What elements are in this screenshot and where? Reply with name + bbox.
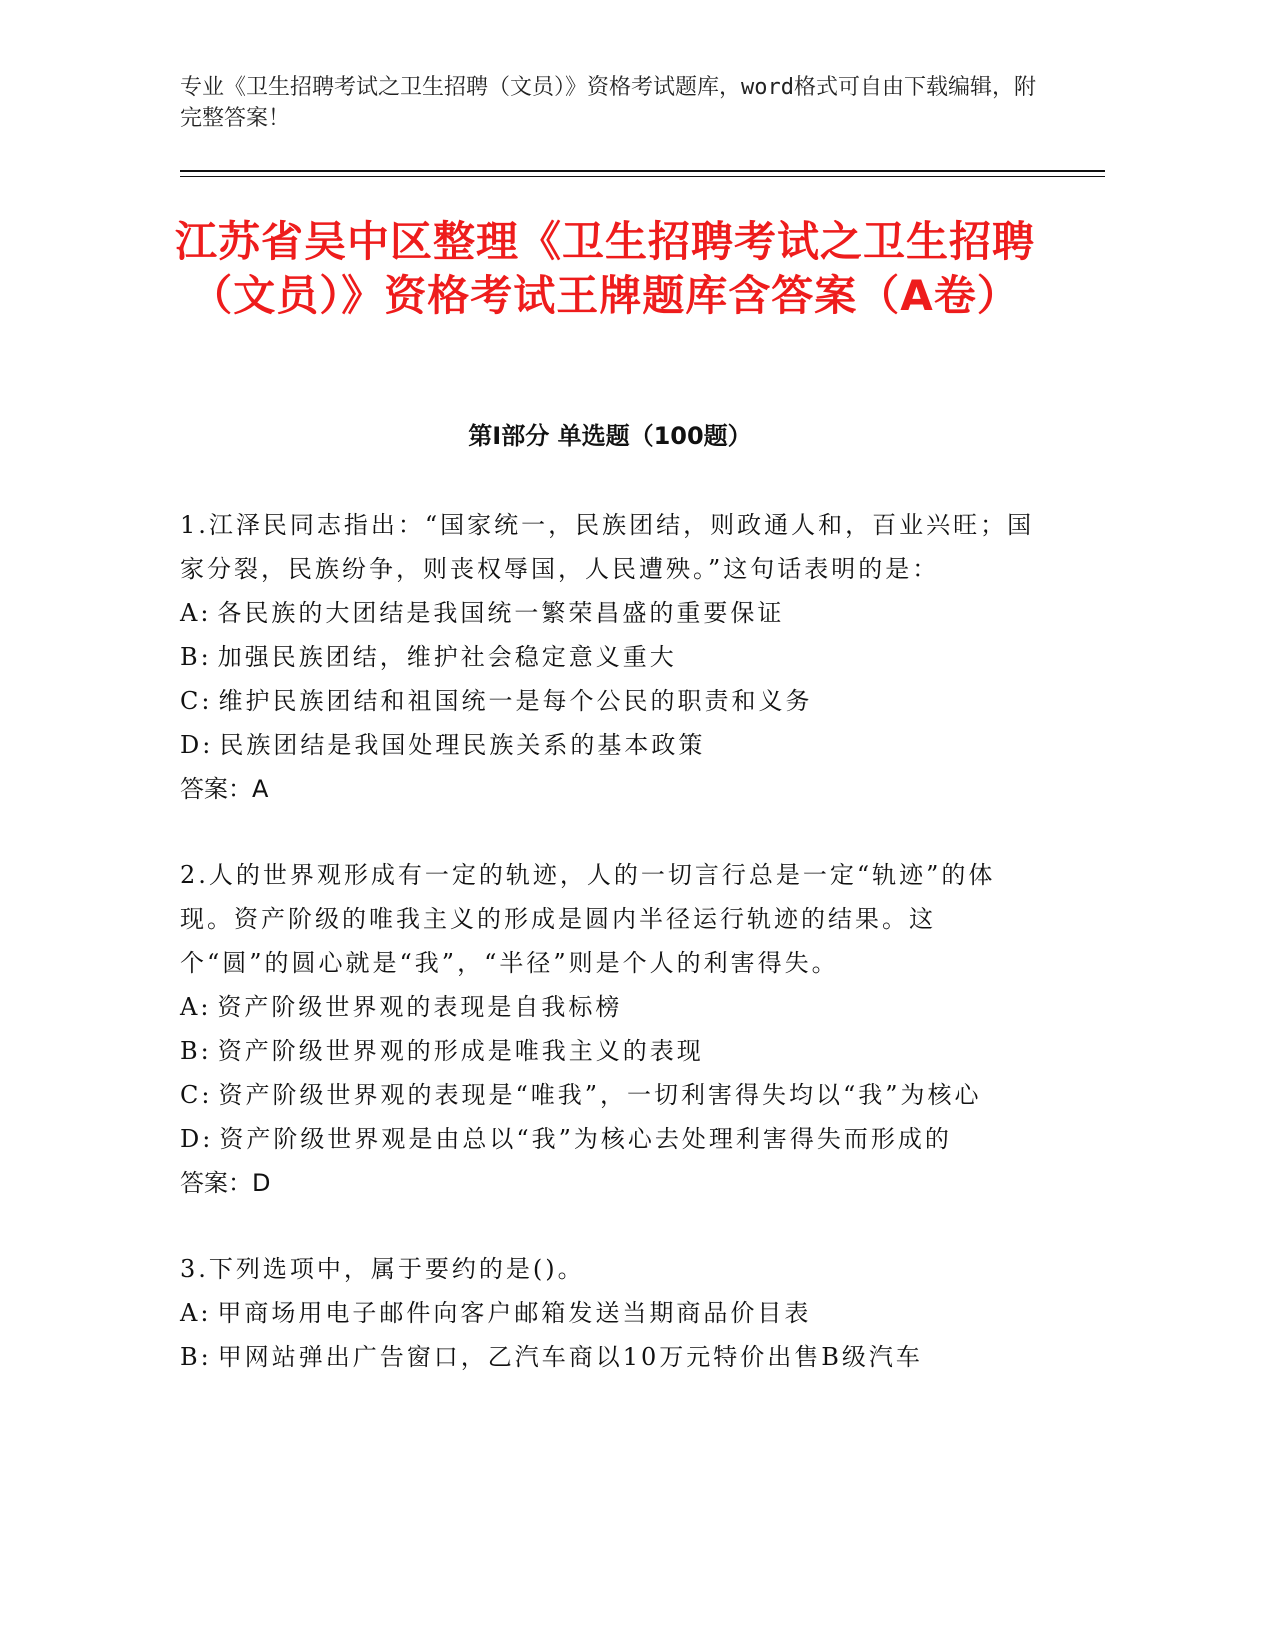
- question-stem: 3.下列选项中，属于要约的是()。: [180, 1255, 585, 1283]
- answer-line: [180, 767, 1040, 811]
- option-letter: D:: [180, 1125, 214, 1153]
- option-letter: A:: [180, 1299, 212, 1327]
- option-letter: B:: [180, 1343, 212, 1371]
- option-text: 民族团结是我国处理民族关系的基本政策: [219, 731, 706, 759]
- answer-label: 答案：: [180, 775, 252, 803]
- answer-line: [180, 1161, 1040, 1205]
- option-text: 资产阶级世界观的表现是“唯我”，一切利害得失均以“我”为核心: [218, 1081, 982, 1109]
- option-text: 资产阶级世界观的形成是唯我主义的表现: [217, 1037, 704, 1065]
- option-d: [180, 723, 1040, 767]
- header-divider-thick: [180, 170, 1105, 172]
- document-title: 江苏省吴中区整理《卫生招聘考试之卫生招聘（文员）》资格考试王牌题库含答案（A卷）: [175, 217, 1036, 320]
- answer-label: 答案：: [180, 1169, 252, 1197]
- section-title: 第Ⅰ部分 单选题（100题）: [468, 422, 752, 450]
- option-letter: C:: [180, 1081, 213, 1109]
- question-list: [180, 503, 1040, 1421]
- option-b: [180, 635, 1040, 679]
- answer-value: A: [252, 775, 269, 803]
- option-text: 资产阶级世界观的表现是自我标榜: [217, 993, 623, 1021]
- question-3: [180, 1247, 1040, 1379]
- option-text: 维护民族团结和祖国统一是每个公民的职责和义务: [218, 687, 813, 715]
- option-letter: C:: [180, 687, 213, 715]
- option-b: [180, 1029, 1040, 1073]
- option-a: [180, 1291, 1040, 1335]
- option-text: 各民族的大团结是我国统一繁荣昌盛的重要保证: [217, 599, 785, 627]
- option-letter: A:: [180, 599, 212, 627]
- answer-value: D: [252, 1169, 271, 1197]
- option-letter: B:: [180, 643, 212, 671]
- option-a: [180, 985, 1040, 1029]
- option-letter: B:: [180, 1037, 212, 1065]
- option-letter: A:: [180, 993, 212, 1021]
- option-d: [180, 1117, 1040, 1161]
- option-c: [180, 1073, 1040, 1117]
- question-stem: 1.江泽民同志指出：“国家统一，民族团结，则政通人和，百业兴旺；国家分裂，民族纷争，则丧权辱国，人民遭殃。”这句话表明的是：: [180, 511, 1035, 583]
- option-text: 加强民族团结，维护社会稳定意义重大: [217, 643, 677, 671]
- question-2: [180, 853, 1040, 1205]
- question-stem: 2.人的世界观形成有一定的轨迹，人的一切言行总是一定“轨迹”的体现。资产阶级的唯我主义的形成是圆内半径运行轨迹的结果。这个“圆”的圆心就是“我”，“半径”则是个人的利害得失。: [180, 861, 996, 977]
- option-text: 甲商场用电子邮件向客户邮箱发送当期商品价目表: [217, 1299, 812, 1327]
- option-c: [180, 679, 1040, 723]
- option-text: 甲网站弹出广告窗口，乙汽车商以10万元特价出售B级汽车: [217, 1343, 923, 1371]
- option-text: 资产阶级世界观是由总以“我”为核心去处理利害得失而形成的: [219, 1125, 952, 1153]
- option-a: [180, 591, 1040, 635]
- question-1: [180, 503, 1040, 811]
- header-note: 专业《卫生招聘考试之卫生招聘（文员）》资格考试题库，word格式可自由下载编辑，附完整答案！: [180, 75, 1036, 131]
- option-letter: D:: [180, 731, 214, 759]
- option-b: [180, 1335, 1040, 1379]
- header-divider-thin: [180, 176, 1105, 177]
